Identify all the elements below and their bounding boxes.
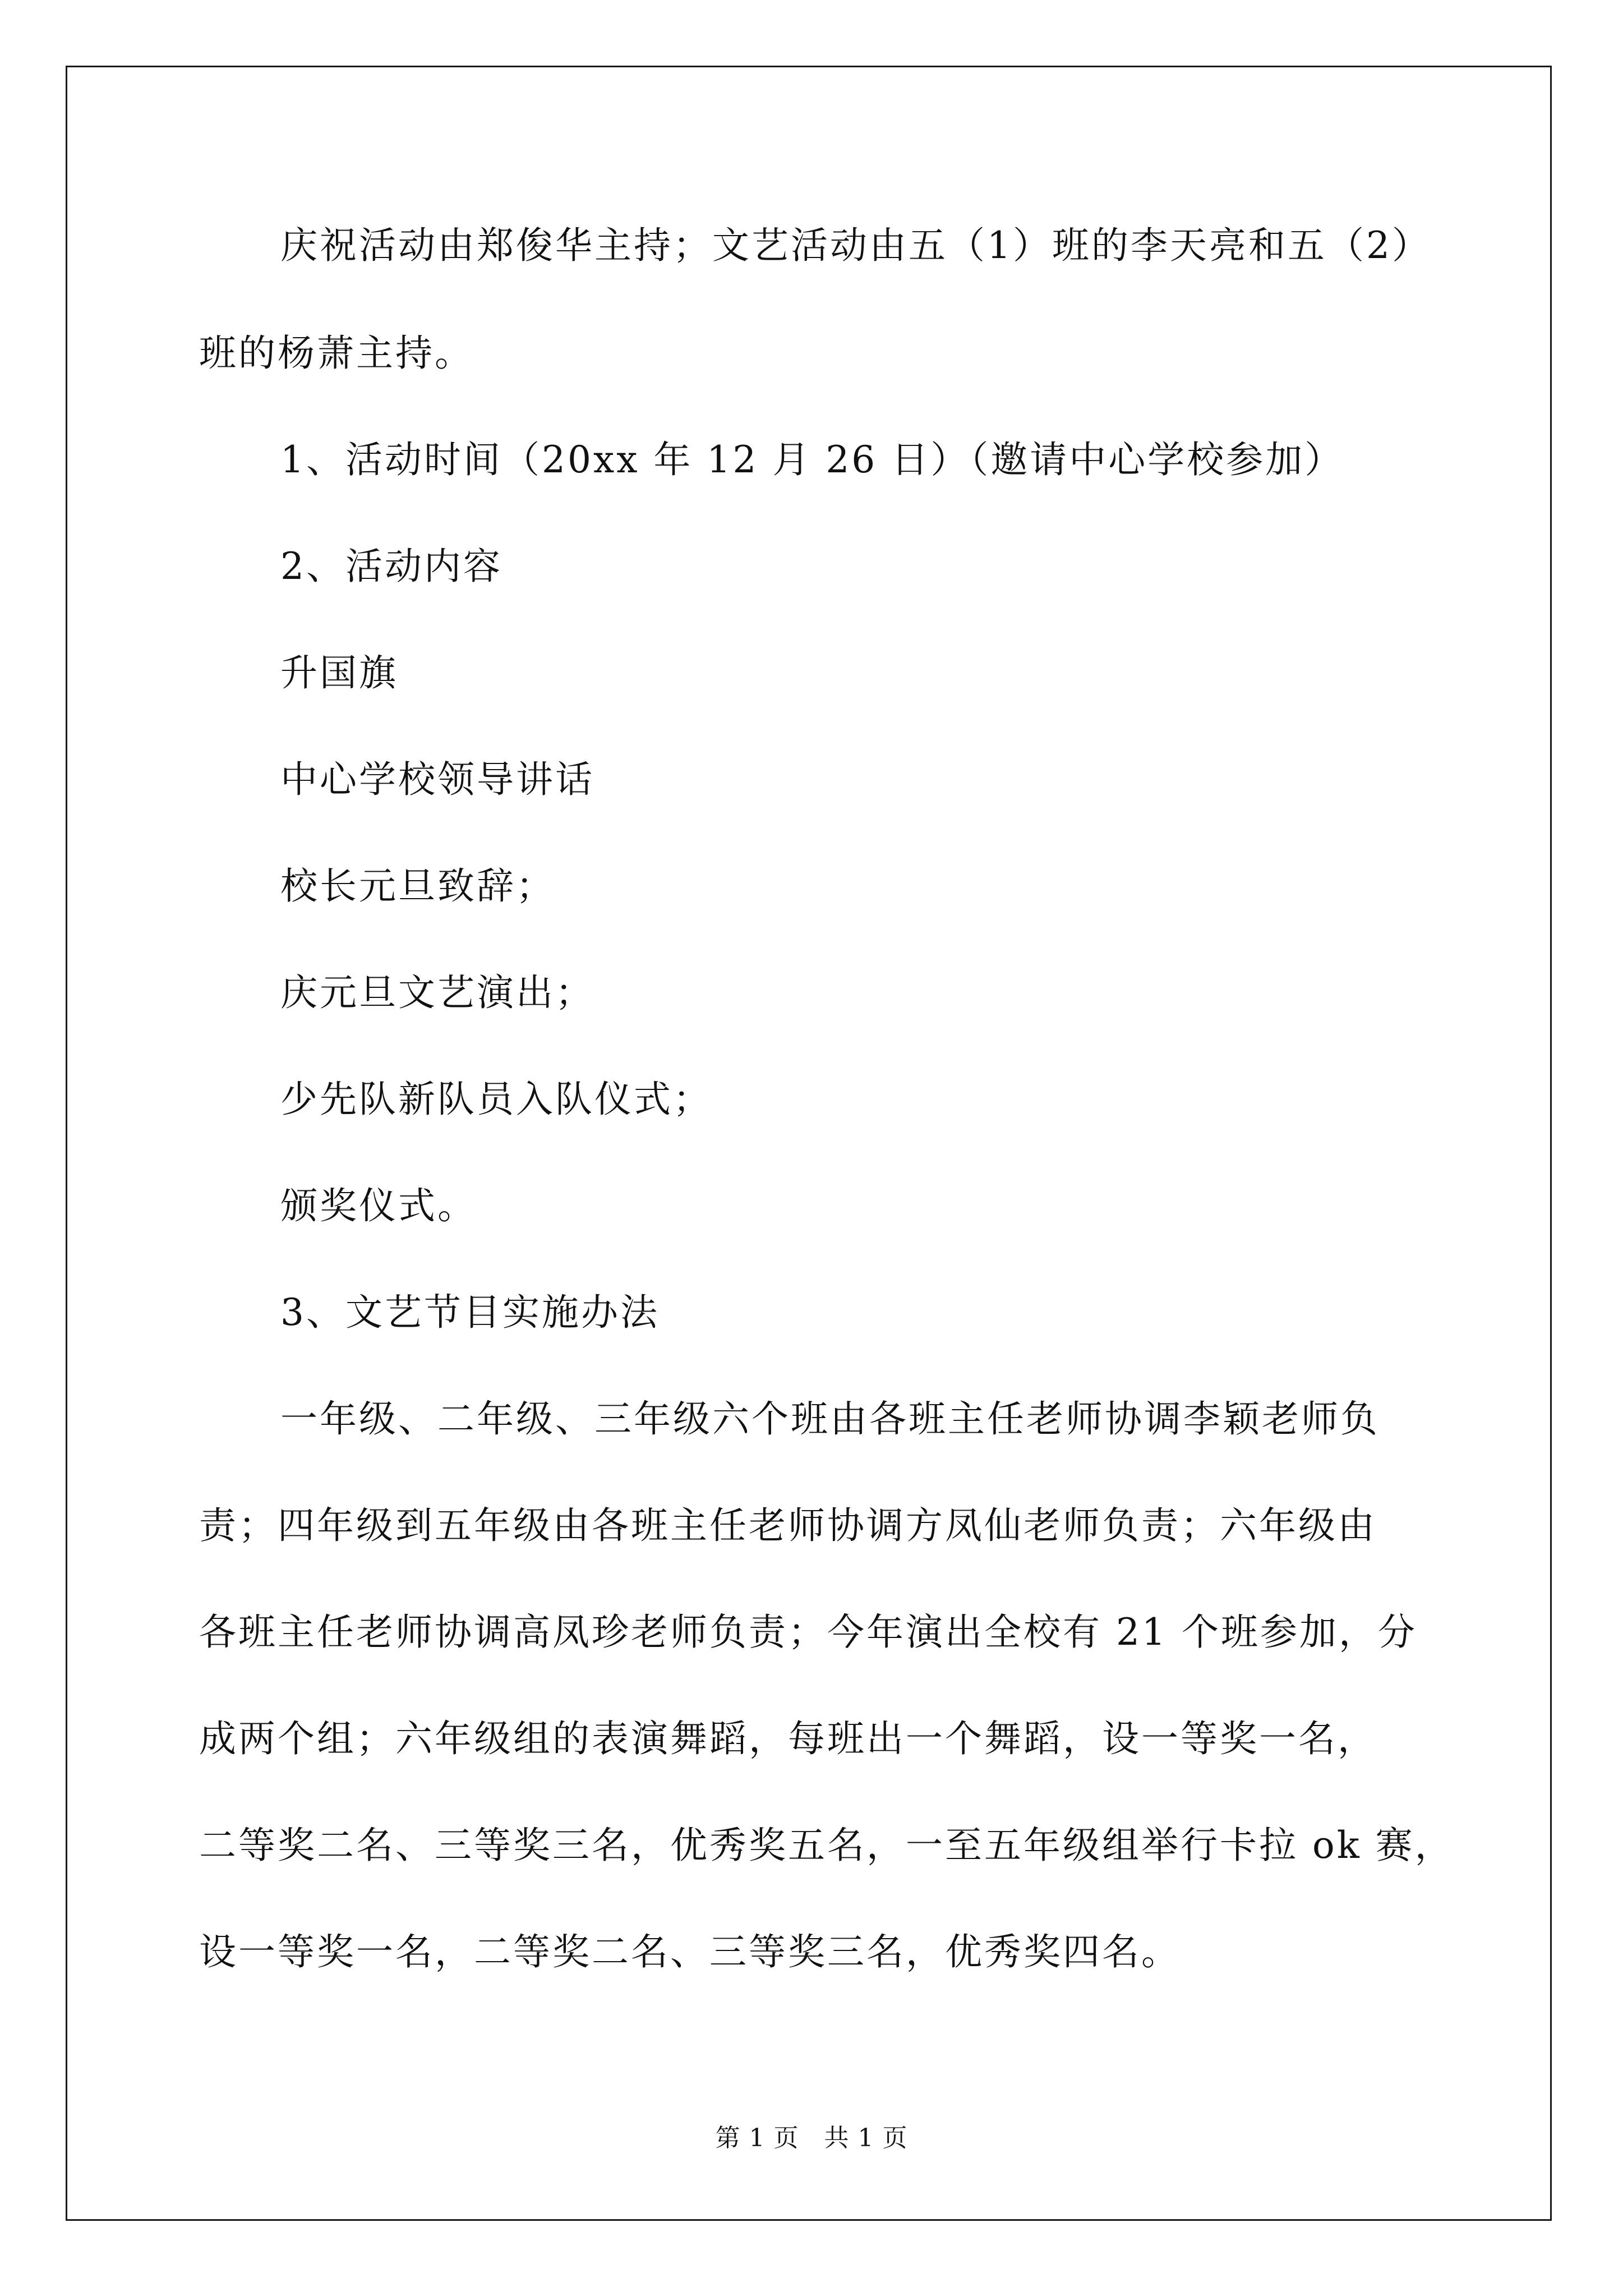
agenda-item: 校长元旦致辞； — [280, 864, 555, 908]
paragraph-line: 成两个组；六年级组的表演舞蹈，每班出一个舞蹈，设一等奖一名， — [199, 1717, 1377, 1760]
paragraph-line: 责；四年级到五年级由各班主任老师协调方凤仙老师负责；六年级由 — [199, 1504, 1377, 1547]
agenda-item: 颁奖仪式。 — [280, 1184, 477, 1227]
agenda-item: 升国旗 — [280, 651, 398, 694]
paragraph-line: 各班主任老师协调高凤珍老师负责；今年演出全校有 21 个班参加，分 — [199, 1611, 1417, 1654]
paragraph-line: 二等奖二名、三等奖三名，优秀奖五名，一至五年级组举行卡拉 ok 赛， — [199, 1824, 1454, 1867]
page-number-footer: 第 1 页 共 1 页 — [715, 2124, 908, 2152]
agenda-item: 庆元旦文艺演出； — [280, 971, 594, 1014]
list-item-heading: 1、活动时间（20xx 年 12 月 26 日）（邀请中心学校参加） — [280, 438, 1344, 481]
agenda-item: 中心学校领导讲话 — [280, 758, 594, 801]
paragraph-line: 班的杨萧主持。 — [199, 332, 474, 375]
paragraph-line: 一年级、二年级、三年级六个班由各班主任老师协调李颖老师负 — [280, 1397, 1380, 1441]
list-item-heading: 2、活动内容 — [280, 545, 502, 588]
page-border — [66, 66, 1552, 2221]
paragraph-line: 庆祝活动由郑俊华主持；文艺活动由五（1）班的李天亮和五（2） — [280, 224, 1431, 267]
paragraph-line: 设一等奖一名，二等奖二名、三等奖三名，优秀奖四名。 — [199, 1930, 1181, 1973]
list-item-heading: 3、文艺节目实施办法 — [280, 1291, 660, 1334]
agenda-item: 少先队新队员入队仪式； — [280, 1078, 712, 1121]
